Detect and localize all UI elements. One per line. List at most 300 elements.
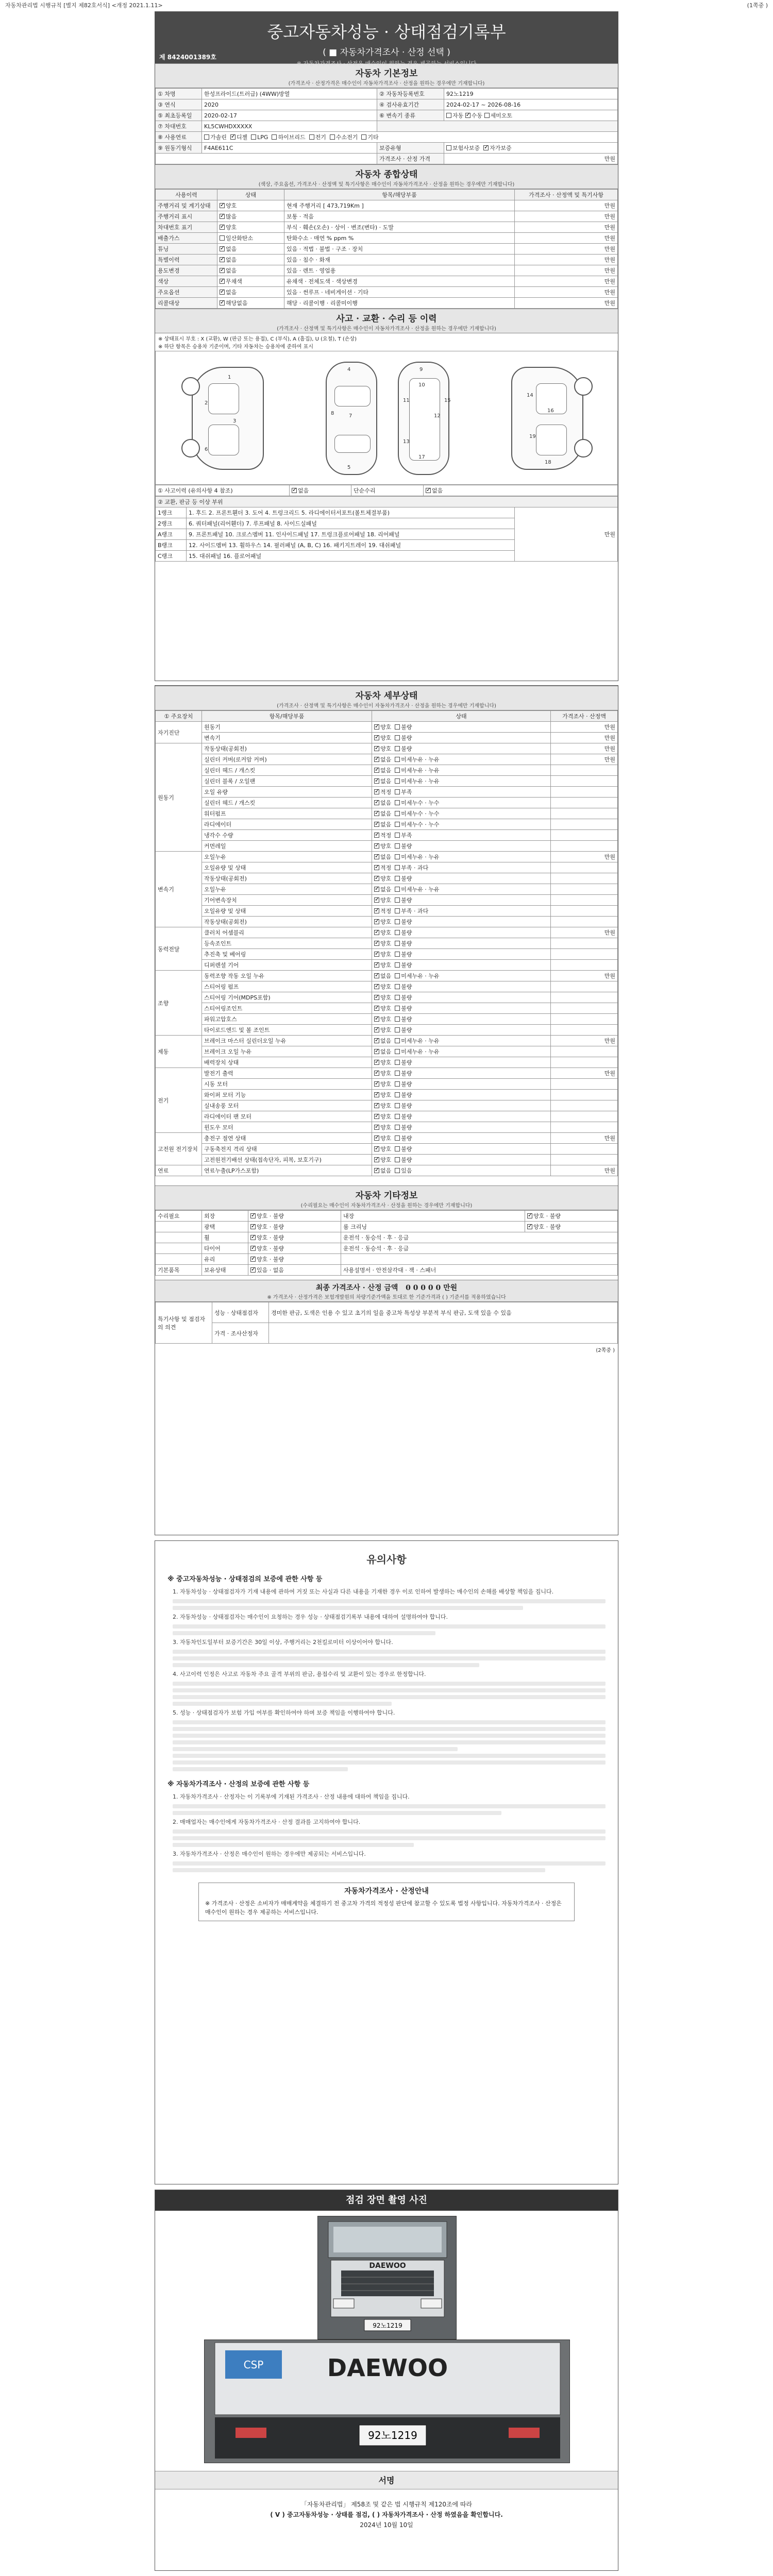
row-detail: 유채색 · 전체도색 · 색상변경 <box>284 276 515 287</box>
trans-opt-semi: 세미오토 <box>490 112 513 119</box>
table-row <box>156 1254 618 1265</box>
state-selected: 양호 <box>380 843 392 850</box>
row-detail: 해당 · 리콜이행 · 리콜미이행 <box>284 298 515 309</box>
final-price-heading <box>155 1280 618 1302</box>
part-label: 디퍼렌셜 기어 <box>202 960 372 971</box>
state-selected: 없음 <box>380 810 392 817</box>
table-row <box>156 949 618 960</box>
signature-line-2: ( V ) 중고자동차성능 · 상태를 점검, ( ) 자동차가격조사 · 산정 하였음을 확인합니다. <box>270 2511 503 2518</box>
row-price: 만원 <box>515 200 618 211</box>
state-other: 불량 <box>401 1103 412 1109</box>
checkbox-icon <box>395 757 400 762</box>
state-other: 불량 <box>401 929 412 936</box>
part-label: 스티어링 펌프 <box>202 981 372 992</box>
panel-number: 2 <box>205 400 208 406</box>
row-state: 일산화탄소 <box>226 235 254 242</box>
simple-repair-value: 없음 <box>432 487 443 494</box>
checkbox-checked-icon <box>220 246 225 251</box>
vin-value: KL5CWHDXXXXX <box>202 121 377 132</box>
state-other: 미세누수 · 누수 <box>401 821 440 828</box>
part-state <box>372 992 551 1003</box>
checkbox-icon <box>395 865 400 870</box>
table-row <box>156 287 618 298</box>
row-detail: 탄화수소 · 매연 % ppm % <box>284 233 515 244</box>
item-options: 양호 · 불량 <box>257 1245 284 1252</box>
col-device: ① 주요장치 <box>156 711 202 722</box>
col-price: 가격조사 · 산정액 및 특기사항 <box>515 190 618 200</box>
checkbox-checked-icon <box>220 290 225 295</box>
state-selected: 없음 <box>380 800 392 806</box>
accident-history-value: 없음 <box>298 487 309 494</box>
part-price <box>551 1025 618 1036</box>
state-selected: 없음 <box>380 1048 392 1055</box>
state-other: 불량 <box>401 1092 412 1098</box>
part-price <box>551 873 618 884</box>
part-state <box>372 906 551 917</box>
other-info-table <box>155 1210 618 1276</box>
checkbox-checked-icon <box>250 1224 256 1229</box>
table-row <box>156 992 618 1003</box>
row-detail: 현재 주행거리 [ 473,719Km ] <box>284 200 515 211</box>
col-state: 상태 <box>372 711 551 722</box>
basic-info-title: 자동차 기본정보 <box>355 69 418 79</box>
table-row <box>156 1003 618 1014</box>
checkbox-checked-icon <box>374 843 379 849</box>
part-label: 등속조인트 <box>202 938 372 949</box>
checkbox-checked-icon <box>374 887 379 892</box>
item-options: 양호 · 불량 <box>533 1213 561 1219</box>
checkbox-checked-icon <box>220 279 225 284</box>
accident-summary-table <box>155 485 618 496</box>
table-row <box>156 906 618 917</box>
state-other: 불량 <box>401 1135 412 1142</box>
checkbox-icon <box>395 1103 400 1108</box>
group-label: 기본품목 <box>156 1265 202 1276</box>
part-state <box>372 1122 551 1133</box>
state-selected: 양호 <box>380 1157 392 1163</box>
table-row <box>156 1165 618 1176</box>
checkbox-icon <box>395 1060 400 1065</box>
part-label: 변속기 <box>202 733 372 743</box>
table-row <box>156 1068 618 1079</box>
row-price: 만원 <box>515 233 618 244</box>
accident-history-label: ① 사고이력 (유의사항 4 참조) <box>156 485 290 496</box>
panel-number: 9 <box>419 367 423 372</box>
part-state <box>372 743 551 754</box>
inspector-remark: 경미한 판금, 도색은 인용 수 있고 초기의 일을 중고차 특성상 부분적 부식 판금, 도색 있을 수 있음 <box>269 1302 618 1323</box>
part-price <box>551 1122 618 1133</box>
state-other: 불량 <box>401 1005 412 1012</box>
part-label: 커먼레일 <box>202 841 372 852</box>
part-state <box>372 1090 551 1100</box>
wheel-icon <box>574 439 593 457</box>
form-reference: 자동차관리법 시행규칙 [별지 제82호서식] <개정 2021.1.11> <box>5 2 163 9</box>
overall-state-heading <box>155 164 618 189</box>
state-selected: 적정 <box>380 865 392 871</box>
checkbox-icon <box>446 145 451 150</box>
checkbox-checked-icon <box>374 1016 379 1022</box>
checkbox-icon <box>395 962 400 968</box>
part-price: 만원 <box>551 1068 618 1079</box>
name-value: 한성프라이드(트러급) (4WW)방열 <box>202 89 377 99</box>
state-other: 미세누유 · 누유 <box>401 778 440 785</box>
reg-label: ② 자동차등록번호 <box>377 89 444 99</box>
checkbox-checked-icon <box>374 789 379 794</box>
checkbox-checked-icon <box>374 876 379 881</box>
row-label: 색상 <box>156 276 217 287</box>
part-state <box>372 754 551 765</box>
wheel-icon <box>574 377 593 396</box>
final-price-note: ※ 가격조사 · 산정가격은 보험개발원의 차량기준가액을 토대로 한 기준가격과 ( ) 기준서를 적용하였습니다 <box>267 1295 506 1300</box>
row-label: 차대번호 표기 <box>156 222 217 233</box>
checkbox-icon <box>395 1136 400 1141</box>
state-other: 불량 <box>401 843 412 850</box>
checkbox-icon <box>204 134 209 140</box>
checkbox-checked-icon <box>374 1006 379 1011</box>
table-row <box>156 971 618 981</box>
state-selected: 양호 <box>380 984 392 990</box>
checkbox-checked-icon <box>374 908 379 913</box>
row-price: 만원 <box>515 211 618 222</box>
price-unit: 만원 <box>444 154 618 164</box>
table-row <box>156 938 618 949</box>
table-row <box>156 1133 618 1144</box>
state-selected: 양호 <box>380 1027 392 1033</box>
state-selected: 양호 <box>380 929 392 936</box>
part-label: 원동기 <box>202 722 372 733</box>
row-label: 주행거리 및 계기상태 <box>156 200 217 211</box>
remark-label: 특기사항 및 점검자의 의견 <box>156 1302 212 1344</box>
row-state: 없음 <box>226 289 237 296</box>
reg-value: 92노1219 <box>444 89 618 99</box>
state-selected: 양호 <box>380 1146 392 1153</box>
checkbox-checked-icon <box>374 1103 379 1108</box>
row-detail: 보통 · 적음 <box>284 211 515 222</box>
state-other: 불량 <box>401 940 412 947</box>
part-label: 실린더 헤드 / 개스킷 <box>202 798 372 808</box>
car-side-left-icon <box>192 367 264 470</box>
item-options: 양호 · 불량 <box>257 1213 284 1219</box>
table-row <box>156 1243 618 1254</box>
appraisal-notice-title: 자동차가격조사 · 산정안내 <box>344 1887 429 1895</box>
appraiser-label: 가격 · 조사산정자 <box>212 1323 269 1344</box>
checkbox-checked-icon <box>483 145 489 150</box>
row-state: 없음 <box>226 267 237 274</box>
row-label: 주요옵션 <box>156 287 217 298</box>
item-options: 양호 · 불량 <box>257 1256 284 1263</box>
item-label: 사용설명서 · 안전삼각대 · 잭 · 스패너 <box>341 1265 618 1276</box>
item-label: 유리 <box>202 1254 248 1265</box>
part-price <box>551 938 618 949</box>
checkbox-icon <box>395 724 400 730</box>
checkbox-checked-icon <box>374 854 379 859</box>
part-price: 만원 <box>551 1036 618 1046</box>
state-other: 부족 <box>401 832 412 839</box>
row-state: 많음 <box>226 213 237 220</box>
part-label: 냉각수 수량 <box>202 830 372 841</box>
accident-legend <box>155 333 618 351</box>
row-state: 없음 <box>226 257 237 263</box>
item-label: 타이어 <box>202 1243 248 1254</box>
state-other: 미세누수 · 누수 <box>401 800 440 806</box>
checkbox-checked-icon <box>374 1092 379 1097</box>
table-row <box>156 917 618 927</box>
state-selected: 없음 <box>380 1038 392 1044</box>
table-row <box>156 830 618 841</box>
record-page-2 <box>155 685 618 1535</box>
page-count: (1쪽중 ) <box>747 2 768 9</box>
group-label <box>156 1232 202 1243</box>
checkbox-icon <box>395 984 400 989</box>
checkbox-icon <box>395 822 400 827</box>
rank-label: A랭크 <box>156 529 187 540</box>
truck-rear-icon <box>205 2340 570 2463</box>
table-row <box>156 255 618 265</box>
table-row <box>156 211 618 222</box>
part-label: 실린더 헤드 / 개스킷 <box>202 765 372 776</box>
item-label: 운전석 · 동승석 · 후 · 응급 <box>341 1232 618 1243</box>
panel-price: 만원 <box>515 507 618 562</box>
checkbox-checked-icon <box>374 1136 379 1141</box>
device-group-label: 동력전달 <box>156 927 202 971</box>
row-price: 만원 <box>515 255 618 265</box>
checkbox-icon <box>395 811 400 816</box>
state-other: 불량 <box>401 1059 412 1066</box>
state-other: 미세누유 · 누유 <box>401 1038 440 1044</box>
table-row <box>156 1222 618 1232</box>
col-usage: 사용이력 <box>156 190 217 200</box>
state-other: 불량 <box>401 1124 412 1131</box>
checkbox-icon <box>220 235 225 241</box>
part-label: 오일누유 <box>202 852 372 862</box>
signature-date: 2024년 10월 10일 <box>360 2521 413 2529</box>
state-selected: 양호 <box>380 1092 392 1098</box>
part-label: 작동상태(공회전) <box>202 873 372 884</box>
device-group-label: 자기진단 <box>156 722 202 743</box>
part-state <box>372 884 551 895</box>
checkbox-checked-icon <box>230 134 236 140</box>
state-selected: 양호 <box>380 1005 392 1012</box>
state-selected: 양호 <box>380 994 392 1001</box>
state-other: 미세누유 · 누유 <box>401 1048 440 1055</box>
checkbox-icon <box>395 768 400 773</box>
top-strip <box>5 1 768 10</box>
state-other: 미세누수 · 누수 <box>401 810 440 817</box>
part-price <box>551 830 618 841</box>
checkbox-icon <box>395 778 400 784</box>
rear-brand-text: DAEWOO <box>327 2354 448 2382</box>
checkbox-checked-icon <box>220 214 225 219</box>
table-row <box>156 1232 618 1243</box>
notice-paragraph: 2. 자동차성능 · 상태점검자는 매수인이 요청하는 경우 성능 · 상태점검기록부 내용에 대하여 설명하여야 합니다. <box>173 1614 448 1620</box>
checkbox-icon <box>395 952 400 957</box>
checkbox-checked-icon <box>374 1125 379 1130</box>
part-state <box>372 895 551 906</box>
part-price <box>551 1155 618 1165</box>
part-label: 스티어링조인트 <box>202 1003 372 1014</box>
part-label: 스티어링 기어(MDPS포함) <box>202 992 372 1003</box>
part-label: 파워고압호스 <box>202 1014 372 1025</box>
guarantee-opt: 자가보증 <box>490 145 512 151</box>
checkbox-checked-icon <box>374 1049 379 1054</box>
checkbox-icon <box>395 1006 400 1011</box>
checkbox-checked-icon <box>374 1157 379 1162</box>
table-row <box>156 1079 618 1090</box>
state-other: 불량 <box>401 735 412 741</box>
notice-paragraph: 5. 성능 · 상태점검자가 보험 가입 여부를 확인하여야 하며 보증 책임을 이행하여야 합니다. <box>173 1709 395 1716</box>
checkbox-icon <box>395 973 400 978</box>
state-selected: 양호 <box>380 940 392 947</box>
checkbox-checked-icon <box>374 897 379 903</box>
row-price: 만원 <box>515 298 618 309</box>
engine-type-value: F4AE611C <box>202 143 377 154</box>
trans-opt-auto: 자동 <box>452 112 464 119</box>
state-other: 부족 <box>401 789 412 795</box>
part-state <box>372 1057 551 1068</box>
state-selected: 양호 <box>380 1059 392 1066</box>
table-row <box>156 1014 618 1025</box>
part-state <box>372 1014 551 1025</box>
item-options: 양호 · 불량 <box>257 1224 284 1230</box>
state-other: 불량 <box>401 1113 412 1120</box>
part-state <box>372 862 551 873</box>
checkbox-icon <box>395 1016 400 1022</box>
truck-front-icon <box>318 2216 457 2340</box>
checkbox-icon <box>395 930 400 935</box>
part-label: 구동축전지 격리 상태 <box>202 1144 372 1155</box>
item-label: 휠 <box>202 1232 248 1243</box>
part-state <box>372 776 551 787</box>
checkbox-checked-icon <box>374 757 379 762</box>
panel-number: 16 <box>547 408 554 414</box>
checkbox-icon <box>484 113 490 118</box>
panel-number: 3 <box>233 418 237 424</box>
final-price-title: 최종 가격조사 · 산정 금액 <box>315 1284 398 1292</box>
trans-label: ⑥ 변속기 종류 <box>377 110 444 121</box>
checkbox-checked-icon <box>374 833 379 838</box>
state-selected: 없음 <box>380 767 392 774</box>
part-price <box>551 1100 618 1111</box>
appraisal-notice-box <box>198 1883 575 1921</box>
part-price <box>551 895 618 906</box>
row-price: 만원 <box>515 287 618 298</box>
checkbox-icon <box>395 1157 400 1162</box>
group-label <box>156 1254 202 1265</box>
checkbox-checked-icon <box>374 919 379 924</box>
state-selected: 양호 <box>380 951 392 958</box>
price-label: 가격조사 · 산정 가격 <box>377 154 444 164</box>
part-label: 실린더 블록 / 오일팬 <box>202 776 372 787</box>
wheel-icon <box>181 377 200 396</box>
row-detail: 부식 · 훼손(오손) · 상이 · 변조(변타) · 도말 <box>284 222 515 233</box>
state-other: 미세누유 · 누유 <box>401 973 440 979</box>
panel-number: 14 <box>527 393 533 398</box>
checkbox-checked-icon <box>374 1146 379 1151</box>
checkbox-checked-icon <box>250 1235 256 1240</box>
part-label: 기어변속장치 <box>202 895 372 906</box>
state-other: 미세누유 · 누유 <box>401 756 440 763</box>
device-group-label: 연료 <box>156 1165 202 1176</box>
part-price <box>551 1090 618 1100</box>
part-price <box>551 787 618 798</box>
panel-number: 8 <box>331 411 334 416</box>
record-page-1 <box>155 11 618 681</box>
part-state <box>372 765 551 776</box>
part-label: 작동상태(공회전) <box>202 917 372 927</box>
state-selected: 양호 <box>380 1124 392 1131</box>
part-state <box>372 1003 551 1014</box>
state-other: 미세누유 · 누유 <box>401 854 440 860</box>
state-other: 불량 <box>401 962 412 969</box>
checkbox-icon <box>395 919 400 924</box>
fuel-opt: 수소전기 <box>335 134 358 141</box>
part-label: 배력장치 상태 <box>202 1057 372 1068</box>
state-other: 불량 <box>401 1027 412 1033</box>
checkbox-checked-icon <box>250 1213 256 1218</box>
checkbox-checked-icon <box>374 768 379 773</box>
fuel-label: ⑧ 사용연료 <box>156 132 202 143</box>
checkbox-checked-icon <box>374 930 379 935</box>
checkbox-checked-icon <box>374 865 379 870</box>
state-other: 불량 <box>401 897 412 904</box>
table-row <box>156 884 618 895</box>
part-price <box>551 949 618 960</box>
panel-number: 4 <box>347 367 351 372</box>
table-row <box>156 808 618 819</box>
table-row <box>156 787 618 798</box>
part-price: 만원 <box>551 1133 618 1144</box>
part-label: 실내송풍 모터 <box>202 1100 372 1111</box>
checkbox-icon <box>395 800 400 805</box>
table-row <box>156 722 618 733</box>
table-row <box>156 873 618 884</box>
checkbox-checked-icon <box>374 962 379 968</box>
rank-label: 1랭크 <box>156 507 187 518</box>
part-label: 동력조향 작동 오일 누유 <box>202 971 372 981</box>
part-label: 라디에이터 <box>202 819 372 830</box>
state-selected: 양호 <box>380 735 392 741</box>
checkbox-checked-icon <box>527 1224 532 1229</box>
other-info-heading <box>155 1185 618 1210</box>
state-selected: 양호 <box>380 1081 392 1088</box>
checkbox-checked-icon <box>250 1257 256 1262</box>
rank-parts: 9. 프론트패널 10. 크로스멤버 11. 인사이드패널 17. 트렁크플로어패널 18. 리어패널 <box>187 529 515 540</box>
overall-state-note: (색상, 주요옵션, 가격조사 · 산정액 및 특기사항은 매수인이 자동차가격조사 · 산정을 원하는 경우에만 기재합니다) <box>258 182 515 188</box>
checkbox-checked-icon <box>220 203 225 208</box>
checkbox-icon <box>395 897 400 903</box>
state-selected: 없음 <box>380 886 392 893</box>
row-label: 배출가스 <box>156 233 217 244</box>
engine-type-label: ⑨ 원동기형식 <box>156 143 202 154</box>
panel-table <box>155 496 618 562</box>
row-price: 만원 <box>515 265 618 276</box>
part-price: 만원 <box>551 927 618 938</box>
part-price <box>551 1111 618 1122</box>
checkbox-icon <box>361 134 366 140</box>
state-selected: 양호 <box>380 962 392 969</box>
table-row <box>156 1122 618 1133</box>
page2-footer: (2쪽중 ) <box>596 1348 615 1353</box>
signature-line-1: 「자동차관리법」 제58조 및 같은 법 시행규칙 제120조에 따라 <box>300 2501 473 2508</box>
part-price <box>551 1079 618 1090</box>
state-selected: 없음 <box>380 854 392 860</box>
table-row <box>156 960 618 971</box>
checkbox-checked-icon <box>374 1081 379 1087</box>
truck-rear-photo <box>204 2340 570 2463</box>
group-label <box>156 1222 202 1232</box>
part-state <box>372 787 551 798</box>
checkbox-checked-icon <box>220 268 225 273</box>
